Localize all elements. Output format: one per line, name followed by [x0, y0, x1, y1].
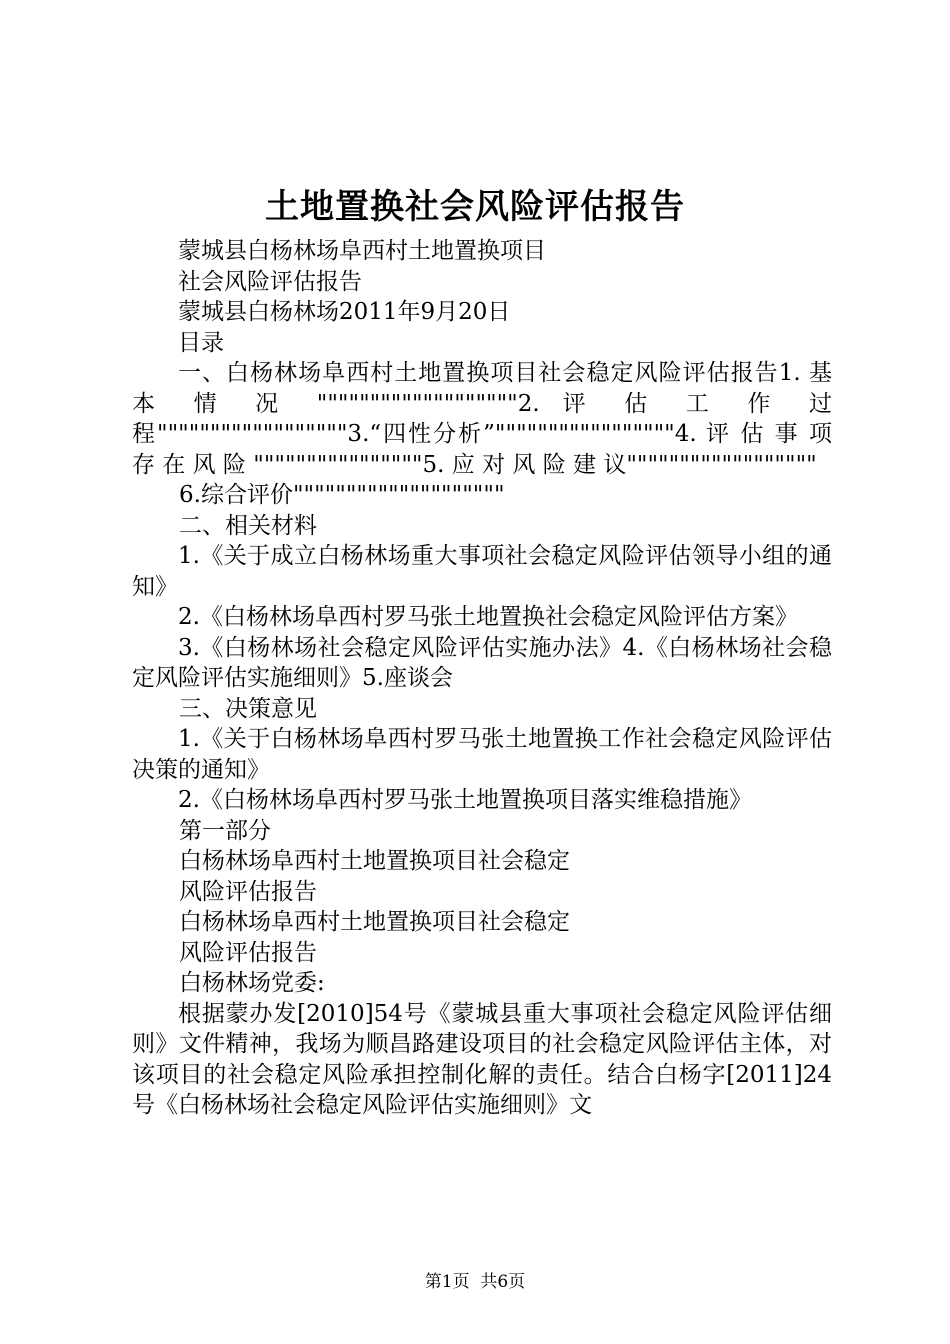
document-paragraph: 2.《白杨林场阜西村罗马张土地置换社会稳定风险评估方案》 [178, 604, 798, 630]
document-paragraph: 目录 [178, 329, 224, 356]
document-paragraph: 白杨林场阜西村土地置换项目社会稳定 [179, 909, 570, 935]
document-paragraph: 第一部分 [179, 817, 271, 844]
page-number-label: 第1页 共6页 [424, 1272, 526, 1292]
page-footer [0, 1271, 950, 1293]
document-paragraph: 蒙城县白杨林场阜西村土地置换项目 [178, 238, 546, 264]
document-paragraph: 2.《白杨林场阜西村罗马张土地置换项目落实维稳措施》 [178, 787, 752, 813]
document-paragraph: 三、决策意见 [179, 695, 317, 722]
document-paragraph: 蒙城县白杨林场2011年9月20日 [178, 299, 511, 325]
document-title: 土地置换社会风险评估报告 [265, 187, 685, 227]
document-paragraph: 6.综合评价"""""""""""""""""""" [179, 482, 505, 508]
document-paragraph: 1.《关于成立白杨林场重大事项社会稳定风险评估领导小组的通知》 [132, 543, 832, 600]
document-paragraph: 3.《白杨林场社会稳定风险评估实施办法》4.《白杨林场社会稳定风险评估实施细则》5.座谈会 [132, 634, 832, 691]
document-paragraph: 风险评估报告 [179, 878, 317, 905]
document-paragraph: 1.《关于白杨林场阜西村罗马张土地置换工作社会稳定风险评估决策的通知》 [132, 726, 832, 783]
document-paragraph: 风险评估报告 [179, 939, 317, 966]
document-paragraph: 社会风险评估报告 [178, 268, 362, 295]
document-paragraph: 根据蒙办发[2010]54号《蒙城县重大事项社会稳定风险评估细则》文件精神，我场为顺昌路建设项目的社会稳定风险评估主体，对该项目的社会稳定风险承担控制化解的责任。结合白杨字[2011]24号《白杨林场社会稳定风险评估实施细则》文 [132, 1000, 832, 1118]
document-paragraph: 白杨林场党委: [179, 970, 325, 996]
document-body [132, 236, 832, 1121]
document-paragraph: 二、相关材料 [179, 512, 317, 539]
document-paragraph: 白杨林场阜西村土地置换项目社会稳定 [179, 848, 570, 874]
document-paragraph: 一、白杨林场阜西村土地置换项目社会稳定风险评估报告1. 基 本 情 况 """""""""""""""""""2. 评 估 工 作 过 程""""""""""""""""""3.“四性分析”"""""""""""""""""4. 评 估 事 项 存 在 风 险 """"""""""""""""5. 应 对 风 险 建 议"""""""""""""""""" [132, 360, 832, 478]
